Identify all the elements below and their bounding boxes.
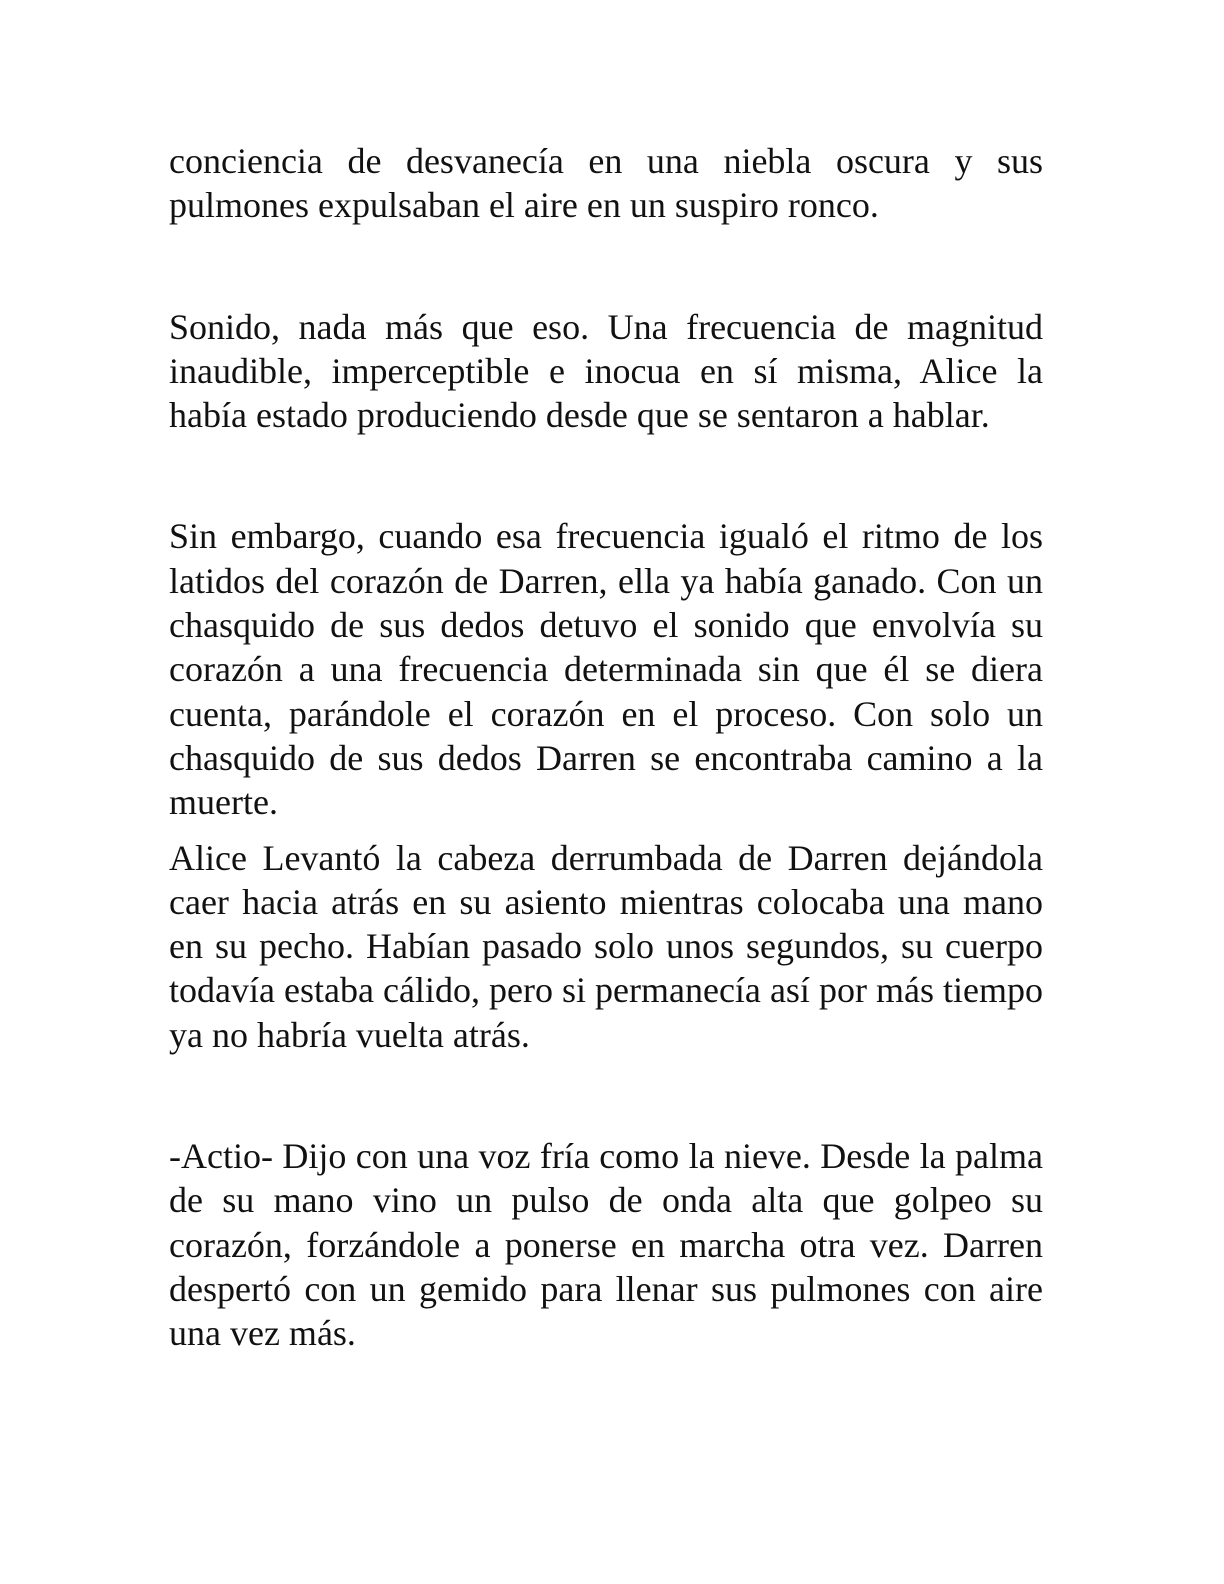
body-text <box>169 139 1043 1356</box>
paragraph-3: Sin embargo, cuando esa frecuencia igualó el ritmo de los latidos del corazón de Darren, ella ya había ganado. Con un chasquido de sus dedos detuvo el sonido que envolvía su corazón a una frecuencia determinada sin que él se diera cuenta, parándole el corazón en el proceso. Con solo un chasquido de sus dedos Darren se encontraba camino a la muerte. <box>169 516 1043 823</box>
paragraph-2: Sonido, nada más que eso. Una frecuencia de magnitud inaudible, imperceptible e inocua en sí misma, Alice la había estado produciendo desde que se sentaron a hablar. <box>169 306 1043 436</box>
paragraph-5: -Actio- Dijo con una voz fría como la nieve. Desde la palma de su mano vino un pulso de onda alta que golpeo su corazón, forzándole a ponerse en marcha otra vez. Darren despertó con un gemido para llenar sus pulmones con aire una vez más. <box>169 1136 1043 1354</box>
paragraph-4: Alice Levantó la cabeza derrumbada de Darren dejándola caer hacia atrás en su asiento mientras colocaba una mano en su pecho. Habían pasado solo unos segundos, su cuerpo todavía estaba cálido, pero si permanecía así por más tiempo ya no habría vuelta atrás. <box>169 837 1043 1055</box>
paragraph-1: conciencia de desvanecía en una niebla oscura y sus pulmones expulsaban el aire en un suspiro ronco. <box>169 141 1043 226</box>
